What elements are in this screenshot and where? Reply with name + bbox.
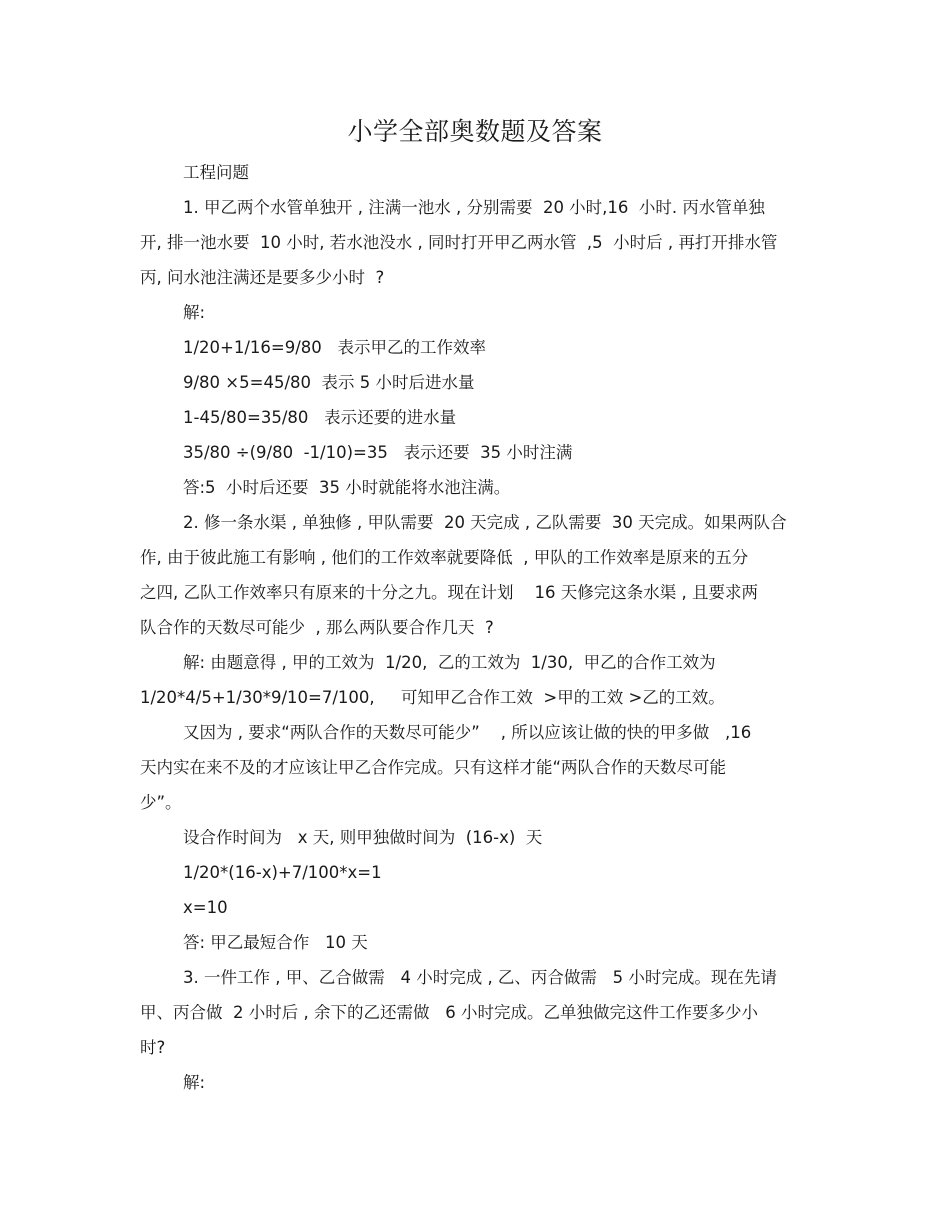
text-line: x=10 <box>183 898 228 917</box>
text-line: 解: <box>183 303 206 322</box>
text-line: 之四, 乙队工作效率只有原来的十分之九。现在计划 16 天修完这条水渠 , 且要求两 <box>140 583 758 602</box>
text-line: 丙, 问水池注满还是要多少小时 ? <box>140 268 385 287</box>
text-line: 解: 由题意得 , 甲的工效为 1/20, 乙的工效为 1/30, 甲乙的合作工效为 <box>183 653 716 672</box>
text-line: 1/20*4/5+1/30*9/10=7/100, 可知甲乙合作工效 >甲的工效 >乙的工效。 <box>140 688 725 707</box>
text-line: 2. 修一条水渠 , 单独修 , 甲队需要 20 天完成 , 乙队需要 30 天完成。如果两队合 <box>183 513 787 532</box>
text-line: 1-45/80=35/80 表示还要的进水量 <box>183 408 457 427</box>
text-line: 解: <box>183 1073 206 1092</box>
text-line: 1/20*(16-x)+7/100*x=1 <box>183 863 382 882</box>
text-line: 答: 甲乙最短合作 10 天 <box>183 933 368 952</box>
section-heading: 工程问题 <box>183 163 249 182</box>
text-line: 少”。 <box>140 793 182 812</box>
text-line: 开, 排一池水要 10 小时, 若水池没水 , 同时打开甲乙两水管 ,5 小时后 , 再打开排水管 <box>140 233 778 252</box>
text-line: 又因为 , 要求“两队合作的天数尽可能少” , 所以应该让做的快的甲多做 ,16 <box>183 723 752 742</box>
text-line: 天内实在来不及的才应该让甲乙合作完成。只有这样才能“两队合作的天数尽可能 <box>140 758 727 777</box>
text-line: 设合作时间为 x 天, 则甲独做时间为 (16-x) 天 <box>183 828 543 847</box>
text-line: 1/20+1/16=9/80 表示甲乙的工作效率 <box>183 338 487 357</box>
text-line: 3. 一件工作 , 甲、乙合做需 4 小时完成 , 乙、丙合做需 5 小时完成。现在先请 <box>183 968 777 987</box>
text-line: 1. 甲乙两个水管单独开 , 注满一池水 , 分别需要 20 小时,16 小时. 丙水管单独 <box>183 198 765 217</box>
text-line: 作, 由于彼此施工有影响 , 他们的工作效率就要降低 , 甲队的工作效率是原来的五分 <box>140 548 749 567</box>
text-line: 甲、丙合做 2 小时后 , 余下的乙还需做 6 小时完成。乙单独做完这件工作要多少小 <box>140 1003 758 1022</box>
text-line: 35/80 ÷(9/80 -1/10)=35 表示还要 35 小时注满 <box>183 443 573 462</box>
document-title: 小学全部奥数题及答案 <box>347 117 603 146</box>
text-line: 队合作的天数尽可能少 , 那么两队要合作几天 ? <box>140 618 494 637</box>
text-line: 时? <box>140 1038 166 1057</box>
text-line: 9/80 ×5=45/80 表示 5 小时后进水量 <box>183 373 475 392</box>
text-line: 答:5 小时后还要 35 小时就能将水池注满。 <box>183 478 511 497</box>
